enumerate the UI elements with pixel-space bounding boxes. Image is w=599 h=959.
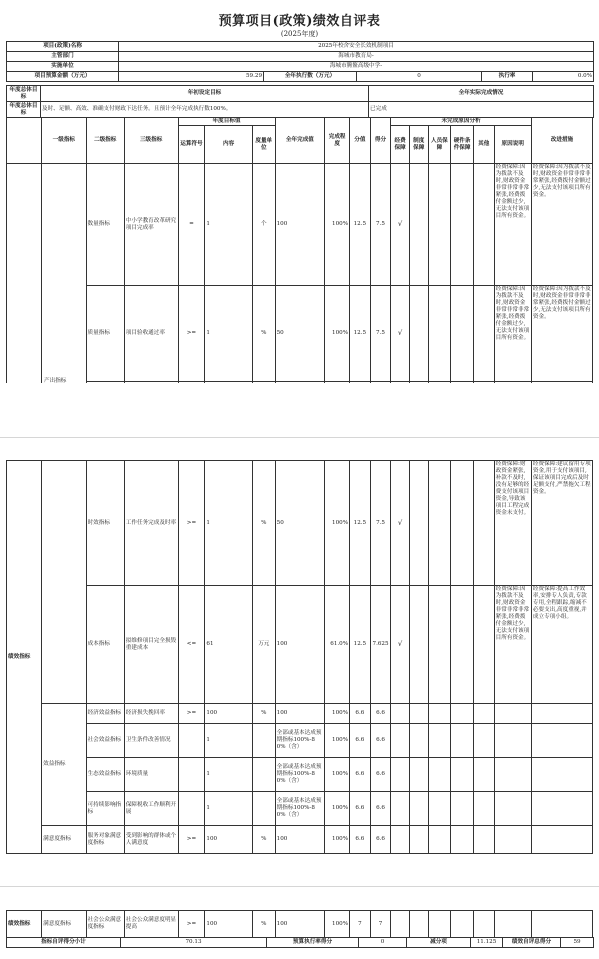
row-val: 100 [205,911,253,938]
info-table [6,41,594,82]
goal-actual-header: 全年实际完成情况 [369,86,594,102]
goal-row-label-2: 年度总体目标 [7,102,41,118]
row-unit: % [252,704,275,724]
row-unit: % [252,461,275,586]
indicator-table-p3 [6,910,593,938]
row-actual: 全部或基本达成预期指标100%-80%（含） [275,724,325,758]
row-l3: 经济损失挽回率 [124,704,178,724]
page-2 [0,460,599,856]
row-l2: 时效指标 [86,461,124,586]
col-content: 内容 [205,126,253,164]
row-val: 1 [205,792,253,826]
row-score: 6.6 [350,724,371,758]
row-score: 12.5 [350,586,371,704]
row-unit: 万元 [252,586,275,704]
goal-actual-text: 已完成 [369,102,594,118]
rate-label: 执行率 [482,72,533,82]
deduct-value: 11.125 [471,938,503,948]
report-year: (2025年度) [280,30,319,38]
row-improve: 经费保障:建议留用专项资金,用于支付该项目,保证该项目完成后及时足额支付,严禁拖欠工程资金。 [531,461,592,586]
row-reason: 经费保障:因为拨款不及时,财政资金非常非常非常紧张,经费拨付金额过少,无法支付该项目所有资金。 [494,164,531,286]
performance-indicator-label: 绩效指标 [7,461,42,854]
row-got: 6.6 [370,704,391,724]
col-actual: 全年完成值 [275,118,325,164]
page-title: 预算项目(政策)绩效自评表 [218,14,381,29]
row-degree: 100% [325,758,350,792]
col-reason-group: 未完成原因分析 [391,118,532,126]
row-check: √ [391,586,410,704]
col-r-system: 制度保障 [409,126,428,164]
total-label: 绩效自评总得分 [503,938,561,948]
row-unit [252,792,275,826]
row-l2: 生态效益指标 [86,758,124,792]
row-op [178,758,205,792]
table-row [7,461,593,586]
row-actual: 全部或基本达成预期指标100%-80%（含） [275,792,325,826]
row-check: √ [391,286,410,382]
row-l3: 卫生条件改善情况 [124,724,178,758]
goal-initial-text: 及时、足额、高效、准确支付财政下达任务。且预计全年完成执行数100%。 [41,102,369,118]
row-l2: 数量指标 [86,164,124,286]
row-unit: % [252,826,275,854]
row-l3: 受到影响的群体或个人满意度 [124,826,178,854]
project-name-value: 2025年校舍安全长效机制项目 [119,42,594,52]
rate-value: 0.0% [533,72,594,82]
total-value: 59 [561,938,594,948]
table-row [7,826,593,854]
col-level2: 二级指标 [86,118,124,164]
row-op [178,724,205,758]
row-degree: 100% [325,911,350,938]
row-score: 12.5 [350,286,371,382]
col-score: 分值 [350,118,371,164]
table-row [7,586,593,704]
row-got: 7.5 [370,164,391,286]
row-op: >= [178,826,205,854]
unit-label: 实施单位 [7,62,119,72]
row-unit [252,758,275,792]
col-operator: 运算符号 [178,126,205,164]
row-unit: 个 [252,164,275,286]
row-reason: 经费保障:财政资金紧张,补款不及时,没有足够的经费支付该项目资金,导致该项目工程完成资金未支付。 [494,461,531,586]
col-improve: 改进措施 [531,118,592,164]
dept-value: 海城市教育局- [119,52,594,62]
row-degree: 100% [325,164,350,286]
row-val: 61 [205,586,253,704]
col-unit: 度量单位 [252,126,275,164]
table-row [7,164,593,286]
indicator-table-p1 [6,117,593,383]
row-val: 1 [205,286,253,382]
row-actual: 全部或基本达成预期指标100%-80%（含） [275,758,325,792]
row-score: 6.6 [350,792,371,826]
level1-cell-p1 [42,164,86,384]
row-val: 1 [205,461,253,586]
row-op: >= [178,911,205,938]
subtotal-label: 指标自评得分小计 [7,938,121,948]
row-op [178,792,205,826]
goal-row-label: 年度总体目标 [7,86,41,102]
performance-indicator-label-p3: 绩效指标 [7,911,42,938]
col-r-other: 其他 [473,126,494,164]
project-name-label: 项目(政策)名称 [7,42,119,52]
row-actual: 50 [275,461,325,586]
exec-value: 0 [357,72,482,82]
row-improve: 经费保障:因为拨款不及时,财政资金非常非常非常紧张,经费拨付金额过少,无法支付该项目所有资金。 [531,286,592,382]
row-l2: 经济效益指标 [86,704,124,724]
satisfaction-indicator-label: 满意度指标 [42,826,86,854]
row-unit: % [252,286,275,382]
row-l3: 中小学教育改革研究项目完成率 [124,164,178,286]
row-op: >= [178,286,205,382]
table-row [7,286,593,382]
page-3 [0,906,599,959]
row-actual: 100 [275,164,325,286]
row-score: 6.6 [350,704,371,724]
row-score: 12.5 [350,164,371,286]
row-got: 6.6 [370,724,391,758]
row-reason: 经费保障:因为拨款不及时,财政资金非常非常非常紧张,经费拨付金额过少,无法支付该项目所有资金。 [494,286,531,382]
row-actual: 100 [275,911,325,938]
col-reason-desc: 原因说明 [494,126,531,164]
col-r-funding: 经费保障 [391,126,410,164]
row-improve: 经费保障:提高工作效率,安排专人负责,专款专用,全程跟踪,缩减不必要支出,高度重视,并成立专项小组。 [531,586,592,704]
page-divider [0,437,599,438]
row-got: 6.6 [370,792,391,826]
table-row [7,911,593,938]
indicator-table-p2 [6,460,593,854]
goal-table [6,85,594,118]
row-l3: 社会公众满意度明显提高 [124,911,178,938]
row-l3: 工作任务完成及时率 [124,461,178,586]
row-op: >= [178,461,205,586]
row-actual: 100 [275,704,325,724]
row-op: = [178,164,205,286]
row-l2: 可持续影响指标 [86,792,124,826]
col-degree: 完成程度 [325,118,350,164]
row-actual: 100 [275,586,325,704]
budget-label: 项目预算金额（万元） [7,72,119,82]
row-reason: 经费保障:因为拨款不及时,财政资金非常非常非常紧张,经费拨付金额过少,无法支付该项目所有资金。 [494,586,531,704]
row-val: 1 [205,164,253,286]
row-check: √ [391,461,410,586]
col-target-group: 年度目标值 [178,118,275,126]
dept-label: 主管部门 [7,52,119,62]
row-score: 12.5 [350,461,371,586]
row-got: 6.6 [370,826,391,854]
row-l3: 环境质量 [124,758,178,792]
col-level1: 一级指标 [42,118,86,164]
col-level3: 三级指标 [124,118,178,164]
goal-initial-header: 年初设定目标 [41,86,369,102]
page-divider [0,886,599,887]
col-r-staff: 人员保障 [428,126,451,164]
exec-label: 全年执行数（万元） [264,72,357,82]
row-l2: 社会效益指标 [86,724,124,758]
table-row [7,792,593,826]
row-actual: 50 [275,286,325,382]
row-degree: 100% [325,826,350,854]
output-indicator-label: 产出指标 [44,378,67,383]
col-r-hardware: 硬件条件保障 [451,126,474,164]
budget-value: 59.29 [119,72,264,82]
row-val: 100 [205,704,253,724]
row-unit [252,724,275,758]
budget-score-label: 预算执行率得分 [267,938,359,948]
row-degree: 100% [325,792,350,826]
row-val: 100 [205,826,253,854]
subtotal-value: 70.13 [121,938,267,948]
satisfaction-indicator-label-p3: 满意度指标 [42,911,86,938]
row-l3: 保障税收工作顺利开展 [124,792,178,826]
table-row [7,724,593,758]
row-score: 7 [350,911,371,938]
table-row [7,758,593,792]
row-score: 6.6 [350,826,371,854]
row-l2: 服务对象满意度指标 [86,826,124,854]
row-improve: 经费保障:因为拨款不及时,财政资金非常非常非常紧张,经费拨付金额过少,无法支付该项目所有资金。 [531,164,592,286]
row-l3: 项目验收通过率 [124,286,178,382]
row-got: 7.625 [370,586,391,704]
deduct-label: 减分项 [407,938,471,948]
row-score: 6.6 [350,758,371,792]
row-actual: 100 [275,826,325,854]
row-got: 7.5 [370,461,391,586]
footer-table [6,937,594,948]
col-got: 得分 [370,118,391,164]
row-degree: 61.0% [325,586,350,704]
row-degree: 100% [325,461,350,586]
row-unit: % [252,911,275,938]
table-row [7,704,593,724]
row-op: <= [178,586,205,704]
row-op: >= [178,704,205,724]
row-l2: 成本指标 [86,586,124,704]
row-l3: 拟维修项目完全损毁重建成本 [124,586,178,704]
unit-value: 海城市腾鳌高级中学- [119,62,594,72]
row-val: 1 [205,724,253,758]
row-got: 7.5 [370,286,391,382]
row-val: 1 [205,758,253,792]
row-check: √ [391,164,410,286]
row-l2: 社会公众满意度指标 [86,911,124,938]
row-degree: 100% [325,286,350,382]
row-degree: 100% [325,724,350,758]
benefit-indicator-label: 效益指标 [42,704,86,826]
row-got: 7 [370,911,391,938]
row-degree: 100% [325,704,350,724]
row-got: 6.6 [370,758,391,792]
row-l2: 质量指标 [86,286,124,382]
page-1 [0,0,599,383]
budget-score-value: 0 [359,938,407,948]
